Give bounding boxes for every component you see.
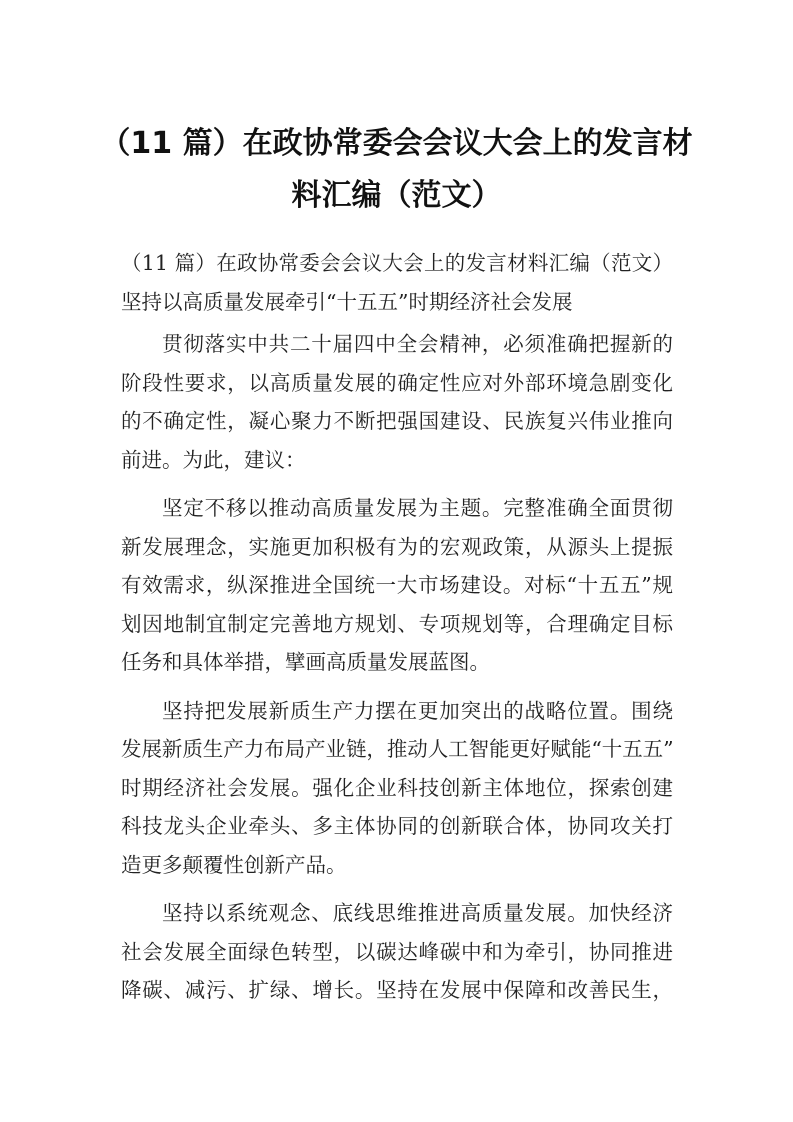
paragraph	[121, 894, 673, 1010]
paragraph-line: 前进。为此，建议：	[121, 447, 306, 472]
paragraph-line: 科技龙头企业牵头、多主体协同的创新联合体，协同攻关打	[121, 814, 673, 838]
paragraph-line: 坚定不移以推动高质量发展为主题。完整准确全面贯彻	[162, 496, 673, 520]
paragraph-line: 新发展理念，实施更加积极有为的宏观政策，从源头上提振	[121, 534, 673, 559]
paragraph	[121, 692, 673, 885]
paragraph-line: 有效需求，纵深推进全国统一大市场建设。对标“十五五”规	[121, 573, 673, 597]
paragraph-line: 时期经济社会发展。强化企业科技创新主体地位，探索创建	[121, 775, 673, 800]
document-body	[121, 244, 673, 1020]
paragraph-line: 坚持把发展新质生产力摆在更加突出的战略位置。围绕	[162, 698, 673, 723]
paragraph-line: 任务和具体举措，擘画高质量发展蓝图。	[121, 650, 490, 674]
paragraph-line: 造更多颠覆性创新产品。	[121, 852, 347, 877]
intro-line: 坚持以高质量发展牵引“十五五”时期经济社会发展	[121, 289, 573, 314]
paragraph-line: 降碳、减污、扩绿、增长。坚持在发展中保障和改善民生，	[121, 978, 673, 1002]
paragraph-line: 的不确定性，凝心聚力不断把强国建设、民族复兴伟业推向	[121, 409, 673, 433]
intro-block	[121, 244, 673, 321]
paragraph	[121, 489, 673, 682]
paragraph-line: 阶段性要求，以高质量发展的确定性应对外部环境急剧变化	[121, 370, 673, 395]
paragraph-line: 发展新质生产力布局产业链，推动人工智能更好赋能“十五五”	[121, 737, 673, 761]
intro-line: （11 篇）在政协常委会会议大会上的发言材料汇编（范文）	[121, 251, 673, 275]
title-line: 料汇编（范文）	[291, 178, 502, 213]
paragraph-line: 划因地制宜制定完善地方规划、专项规划等，合理确定目标	[121, 611, 673, 636]
paragraph-line: 社会发展全面绿色转型，以碳达峰碳中和为牵引，协同推进	[121, 939, 673, 964]
paragraph-line: 坚持以系统观念、底线思维推进高质量发展。加快经济	[162, 901, 673, 925]
document-title	[100, 118, 693, 222]
paragraph	[121, 325, 673, 479]
paragraph-line: 贯彻落实中共二十届四中全会精神，必须准确把握新的	[162, 332, 673, 356]
title-line: （11 篇）在政协常委会会议大会上的发言材	[100, 126, 693, 161]
